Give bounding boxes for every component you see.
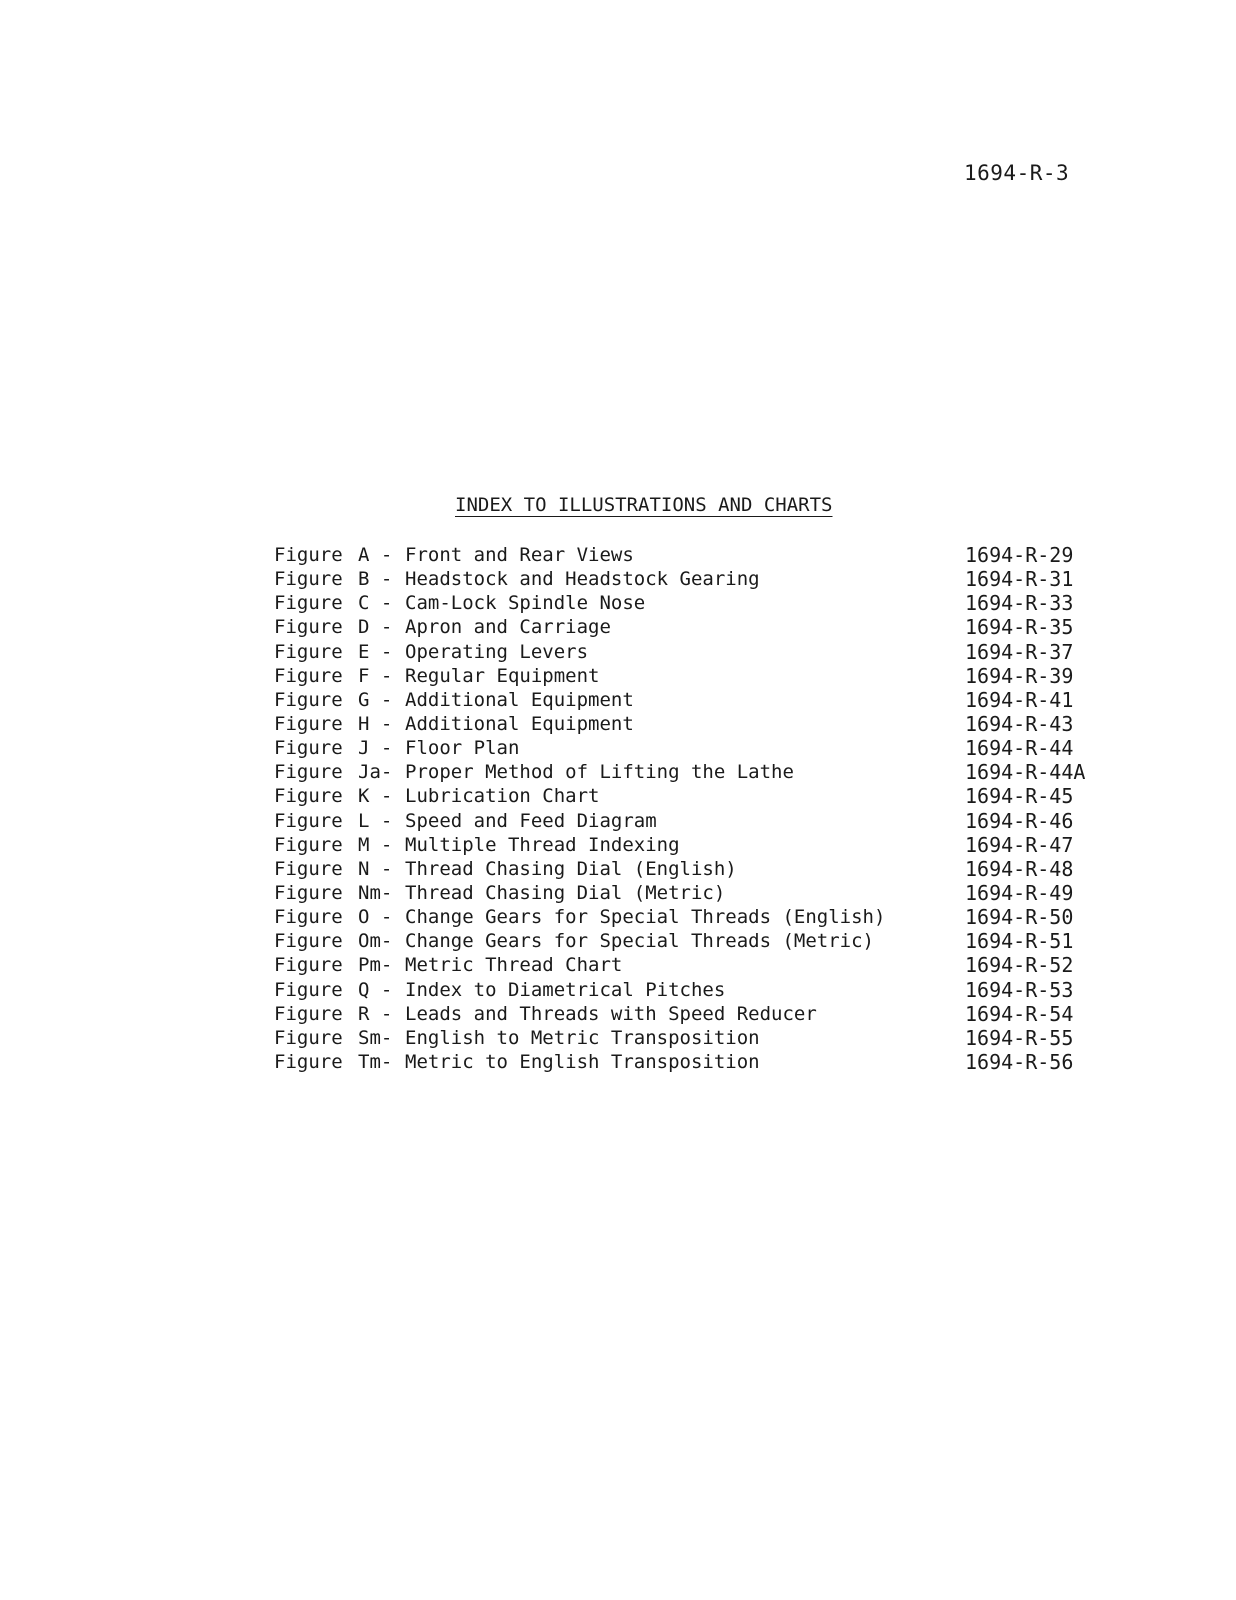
figure-letter: J - — [358, 737, 393, 760]
figure-reference: 1694-R-31 — [965, 567, 1074, 592]
index-row — [274, 784, 1104, 808]
figure-label: Figure — [274, 1050, 343, 1073]
figure-label: Figure — [274, 906, 343, 929]
figure-description: Proper Method of Lifting the Lathe — [405, 761, 794, 784]
figure-description: Index to Diametrical Pitches — [405, 978, 726, 1001]
figure-label: Figure — [274, 761, 343, 784]
figure-label: Figure — [274, 592, 343, 615]
figure-reference: 1694-R-37 — [965, 639, 1074, 664]
figure-description: Thread Chasing Dial (Metric) — [405, 881, 726, 904]
figure-description: Floor Plan — [405, 737, 520, 760]
index-row — [274, 760, 1104, 784]
figure-description: Lubrication Chart — [405, 785, 600, 808]
figure-description: Change Gears for Special Threads (English) — [405, 906, 886, 929]
figure-letter: F - — [358, 664, 393, 687]
figure-label: Figure — [274, 978, 343, 1001]
figure-reference: 1694-R-39 — [965, 663, 1074, 688]
figure-label: Figure — [274, 712, 343, 735]
figure-description: Additional Equipment — [405, 712, 634, 735]
figure-label: Figure — [274, 954, 343, 977]
figure-label: Figure — [274, 544, 343, 566]
figure-letter: Om- — [358, 930, 393, 953]
index-row — [274, 809, 1104, 833]
figure-description: Leads and Threads with Speed Reducer — [405, 1002, 817, 1025]
figure-label: Figure — [274, 737, 343, 760]
figure-letter: Q - — [358, 978, 393, 1001]
figure-reference: 1694-R-29 — [965, 543, 1074, 567]
figure-reference: 1694-R-41 — [965, 687, 1074, 712]
figure-letter: N - — [358, 857, 393, 880]
figure-letter: E - — [358, 640, 393, 663]
page-number: 1694-R-3 — [964, 161, 1070, 185]
figure-reference: 1694-R-51 — [965, 929, 1074, 954]
figure-letter: Pm- — [358, 954, 393, 977]
figure-reference: 1694-R-54 — [965, 1001, 1074, 1026]
index-row — [274, 543, 1104, 567]
figure-description: Apron and Carriage — [405, 616, 611, 639]
figure-label: Figure — [274, 616, 343, 639]
figure-description: Headstock and Headstock Gearing — [405, 568, 760, 591]
figure-reference: 1694-R-44 — [965, 736, 1074, 761]
figure-label: Figure — [274, 1026, 343, 1049]
figure-label: Figure — [274, 785, 343, 808]
figure-label: Figure — [274, 688, 343, 711]
figure-label: Figure — [274, 833, 343, 856]
index-row — [274, 978, 1104, 1002]
figure-label: Figure — [274, 664, 343, 687]
figure-description: Metric Thread Chart — [405, 954, 623, 977]
page-title: INDEX TO ILLUSTRATIONS AND CHARTS — [455, 494, 833, 516]
figure-letter: B - — [358, 568, 393, 591]
index-row — [274, 688, 1104, 712]
figure-label: Figure — [274, 857, 343, 880]
figure-description: Speed and Feed Diagram — [405, 809, 657, 832]
figure-letter: Ja- — [358, 761, 393, 784]
figure-letter: A - — [358, 544, 393, 566]
figure-letter: H - — [358, 712, 393, 735]
index-row — [274, 953, 1104, 977]
figure-letter: K - — [358, 785, 393, 808]
index-row — [274, 929, 1104, 953]
figure-index-list — [274, 543, 1104, 1074]
figure-reference: 1694-R-33 — [965, 591, 1074, 616]
figure-reference: 1694-R-43 — [965, 711, 1074, 736]
figure-description: Thread Chasing Dial (English) — [405, 857, 737, 880]
figure-reference: 1694-R-48 — [965, 856, 1074, 881]
figure-reference: 1694-R-56 — [965, 1049, 1074, 1074]
figure-letter: Nm- — [358, 881, 393, 904]
figure-description: Cam-Lock Spindle Nose — [405, 592, 646, 615]
figure-letter: G - — [358, 688, 393, 711]
figure-label: Figure — [274, 930, 343, 953]
figure-reference: 1694-R-35 — [965, 615, 1074, 640]
index-row — [274, 1050, 1104, 1074]
index-row — [274, 857, 1104, 881]
figure-description: Front and Rear Views — [405, 544, 634, 566]
figure-reference: 1694-R-52 — [965, 953, 1074, 978]
figure-letter: L - — [358, 809, 393, 832]
figure-label: Figure — [274, 640, 343, 663]
figure-reference: 1694-R-45 — [965, 784, 1074, 809]
figure-reference: 1694-R-46 — [965, 808, 1074, 833]
index-row — [274, 567, 1104, 591]
index-row — [274, 833, 1104, 857]
index-row — [274, 640, 1104, 664]
index-row — [274, 591, 1104, 615]
figure-reference: 1694-R-50 — [965, 905, 1074, 930]
index-row — [274, 1002, 1104, 1026]
figure-label: Figure — [274, 568, 343, 591]
figure-description: Multiple Thread Indexing — [405, 833, 680, 856]
figure-reference: 1694-R-44A — [965, 760, 1086, 785]
figure-description: Regular Equipment — [405, 664, 600, 687]
figure-letter: M - — [358, 833, 393, 856]
figure-letter: C - — [358, 592, 393, 615]
index-row — [274, 905, 1104, 929]
figure-label: Figure — [274, 1002, 343, 1025]
figure-reference: 1694-R-53 — [965, 977, 1074, 1002]
figure-letter: R - — [358, 1002, 393, 1025]
figure-letter: Tm- — [358, 1050, 393, 1073]
figure-reference: 1694-R-47 — [965, 832, 1074, 857]
index-row — [274, 712, 1104, 736]
figure-reference: 1694-R-55 — [965, 1025, 1074, 1050]
figure-description: Change Gears for Special Threads (Metric) — [405, 930, 874, 953]
figure-description: Operating Levers — [405, 640, 589, 663]
figure-letter: Sm- — [358, 1026, 393, 1049]
figure-label: Figure — [274, 809, 343, 832]
index-row — [274, 881, 1104, 905]
figure-description: Additional Equipment — [405, 688, 634, 711]
index-row — [274, 736, 1104, 760]
index-row — [274, 664, 1104, 688]
figure-description: English to Metric Transposition — [405, 1026, 760, 1049]
index-row — [274, 1026, 1104, 1050]
index-row — [274, 615, 1104, 639]
figure-description: Metric to English Transposition — [405, 1050, 760, 1073]
figure-letter: O - — [358, 906, 393, 929]
figure-label: Figure — [274, 881, 343, 904]
figure-reference: 1694-R-49 — [965, 880, 1074, 905]
figure-letter: D - — [358, 616, 393, 639]
